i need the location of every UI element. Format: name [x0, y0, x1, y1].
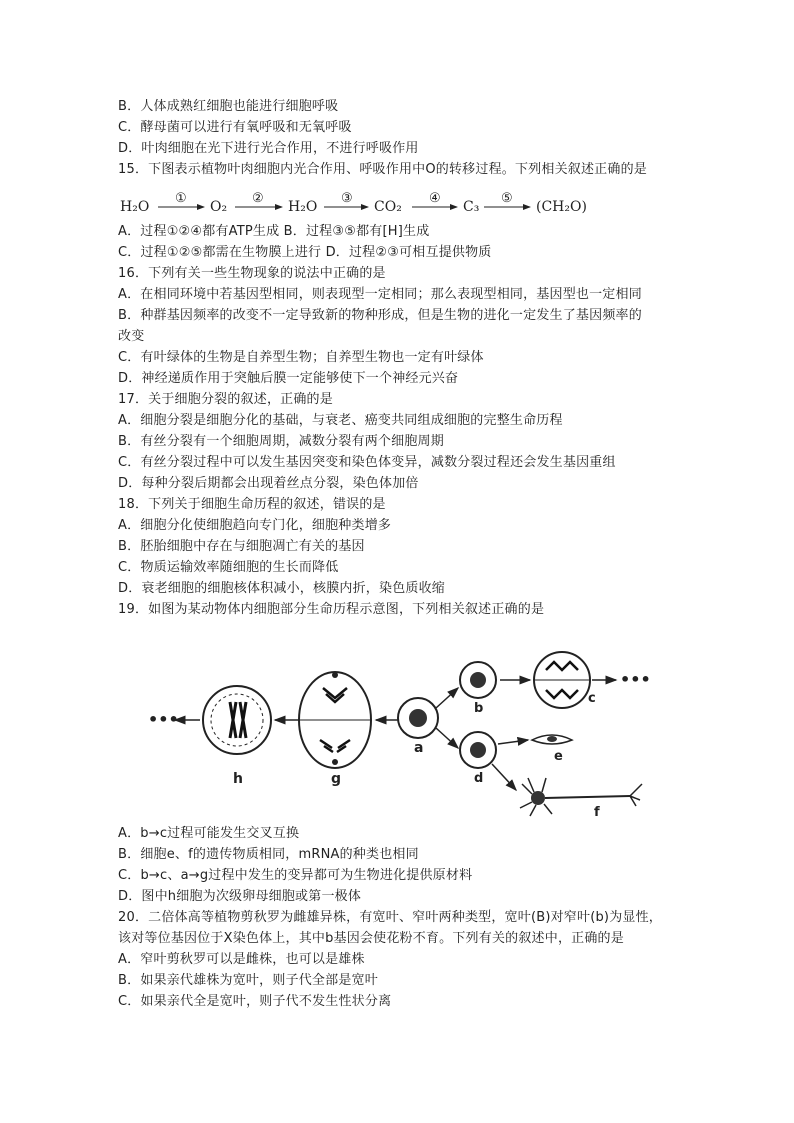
q18-option-a: A．细胞分化使细胞趋向专门化，细胞种类增多 — [118, 518, 392, 533]
q14-option-d: D．叶肉细胞在光下进行光合作用，不进行呼吸作用 — [118, 141, 419, 156]
arrow-a-to-d — [436, 728, 458, 748]
arrow-d-to-f — [492, 764, 516, 790]
q17-option-a: A．细胞分裂是细胞分化的基础，与衰老、癌变共同组成细胞的完整生命历程 — [118, 413, 563, 428]
q16-option-c: C．有叶绿体的生物是自养型生物；自养型生物也一定有叶绿体 — [118, 350, 484, 365]
q14-option-b: B．人体成熟红细胞也能进行细胞呼吸 — [118, 99, 339, 114]
eq-step-2: ② — [252, 191, 264, 206]
arrow-d-to-e — [498, 740, 528, 744]
cell-b — [460, 662, 496, 698]
dots-left: ••• — [148, 710, 179, 729]
q20-option-a: A．窄叶剪秋罗可以是雌株，也可以是雄株 — [118, 952, 365, 967]
arrow-a-to-b — [436, 688, 458, 708]
q17-stem: 17．关于细胞分裂的叙述，正确的是 — [118, 392, 333, 407]
q19-option-a: A．b→c过程可能发生交叉互换 — [118, 826, 300, 841]
q20-stem: 20．二倍体高等植物剪秋罗为雌雄异株，有宽叶、窄叶两种类型，宽叶(B)对窄叶(b)为显性， — [118, 910, 662, 925]
cell-a — [398, 698, 438, 738]
q19-option-b: B．细胞e、f的遗传物质相同，mRNA的种类也相同 — [118, 847, 419, 862]
eq-step-3: ③ — [341, 191, 353, 206]
label-c: c — [588, 691, 596, 706]
eq-h2o-1: H₂O — [120, 199, 150, 215]
q17-option-b: B．有丝分裂有一个细胞周期，减数分裂有两个细胞周期 — [118, 434, 444, 449]
label-e: e — [554, 749, 563, 764]
cell-g — [299, 672, 371, 768]
q17-option-d: D．每种分裂后期都会出现着丝点分裂，染色体加倍 — [118, 476, 419, 491]
oxygen-transfer-equation — [120, 190, 600, 220]
q19-option-d: D．图中h细胞为次级卵母细胞或第一极体 — [118, 889, 362, 904]
q16-option-b: B．种群基因频率的改变不一定导致新的物种形成，但是生物的进化一定发生了基因频率的 — [118, 308, 642, 323]
label-d: d — [474, 771, 484, 786]
q18-option-b: B．胚胎细胞中存在与细胞凋亡有关的基因 — [118, 539, 365, 554]
eq-step-5: ⑤ — [501, 191, 513, 206]
q18-option-d: D．衰老细胞的细胞核体积减小，核膜内折，染色质收缩 — [118, 581, 446, 596]
cell-e — [532, 735, 572, 744]
eq-step-1: ① — [175, 191, 187, 206]
q20-stem-cont: 该对等位基因位于X染色体上，其中b基因会使花粉不育。下列有关的叙述中，正确的是 — [118, 931, 624, 946]
label-g: g — [331, 771, 342, 787]
q20-option-c: C．如果亲代全是宽叶，则子代不发生性状分离 — [118, 994, 392, 1009]
q16-stem: 16．下列有关一些生物现象的说法中正确的是 — [118, 266, 386, 281]
q18-stem: 18．下列关于细胞生命历程的叙述，错误的是 — [118, 497, 386, 512]
q15-option-a-b: A．过程①②④都有ATP生成 B．过程③⑤都有[H]生成 — [118, 224, 430, 239]
q20-option-b: B．如果亲代雄株为宽叶，则子代全部是宽叶 — [118, 973, 378, 988]
eq-o2: O₂ — [210, 199, 228, 215]
q14-option-c: C．酵母菌可以进行有氧呼吸和无氧呼吸 — [118, 120, 352, 135]
eq-ch2o: (CH₂O) — [536, 199, 587, 215]
q16-option-b-cont: 改变 — [118, 329, 145, 344]
q17-option-c: C．有丝分裂过程中可以发生基因突变和染色体变异，减数分裂过程还会发生基因重组 — [118, 455, 616, 470]
cell-h — [203, 686, 271, 754]
eq-co2: CO₂ — [374, 199, 402, 215]
eq-c3: C₃ — [463, 199, 480, 215]
label-b: b — [474, 701, 484, 716]
eq-step-4: ④ — [429, 191, 441, 206]
cell-c — [534, 652, 590, 708]
q19-stem: 19．如图为某动物体内细胞部分生命历程示意图，下列相关叙述正确的是 — [118, 602, 545, 617]
cell-d — [460, 732, 496, 768]
q19-option-c: C．b→c、a→g过程中发生的变异都可为生物进化提供原材料 — [118, 868, 473, 883]
q15-option-c-d: C．过程①②⑤都需在生物膜上进行 D．过程②③可相互提供物质 — [118, 245, 492, 260]
q18-option-c: C．物质运输效率随细胞的生长而降低 — [118, 560, 339, 575]
label-h: h — [233, 771, 243, 787]
dots-right: ••• — [620, 670, 651, 689]
eq-h2o-2: H₂O — [288, 199, 318, 215]
q15-stem: 15．下图表示植物叶肉细胞内光合作用、呼吸作用中O的转移过程。下列相关叙述正确的是 — [118, 162, 647, 177]
cell-f-neuron — [520, 778, 642, 816]
q16-option-a: A．在相同环境中若基因型相同，则表现型一定相同；那么表现型相同，基因型也一定相同 — [118, 287, 642, 302]
label-f: f — [594, 805, 600, 820]
cell-lifecycle-figure — [140, 650, 660, 820]
label-a: a — [414, 740, 424, 756]
q16-option-d: D．神经递质作用于突触后膜一定能够使下一个神经元兴奋 — [118, 371, 459, 386]
